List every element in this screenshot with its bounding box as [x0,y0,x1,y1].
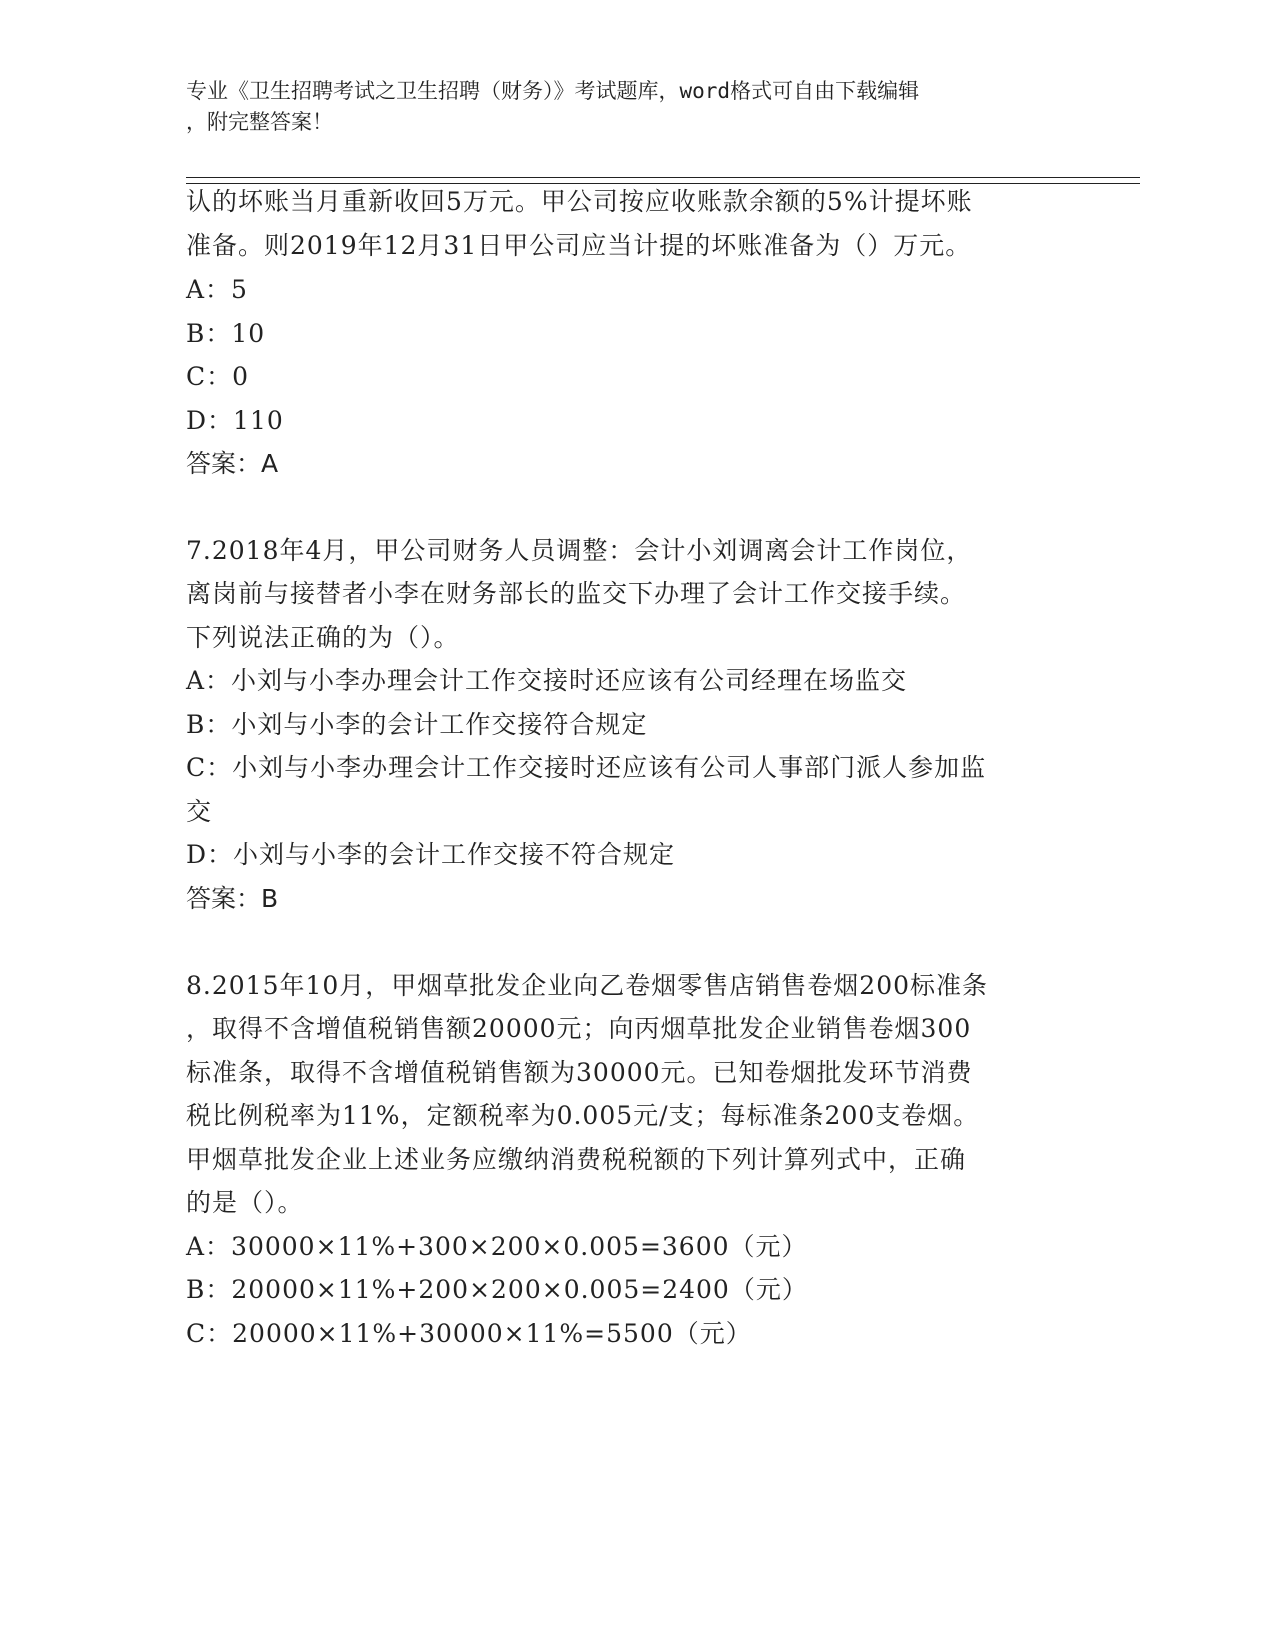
option-c: C：20000×11%+30000×11%=5500（元） [186,1319,752,1348]
option-b: B：20000×11%+200×200×0.005=2400（元） [186,1275,808,1304]
question-text-line: 准备。则2019年12月31日甲公司应当计提的坏账准备为（）万元。 [186,231,972,260]
document-header [186,76,1066,138]
header-rule-bottom [186,183,1140,184]
question-text-line: 税比例税率为11%，定额税率为0.005元/支；每标准条200支卷烟。 [186,1101,980,1130]
option-b: B：10 [186,319,266,348]
question-text-line: ，取得不含增值税销售额20000元；向丙烟草批发企业销售卷烟300 [186,1014,972,1043]
option-a: A：30000×11%+300×200×0.005=3600（元） [186,1232,808,1261]
question-text-line: 认的坏账当月重新收回5万元。甲公司按应收账款余额的5%计提坏账 [186,187,973,216]
question-text-line: 的是（）。 [186,1188,304,1217]
question-text-line: 甲烟草批发企业上述业务应缴纳消费税税额的下列计算列式中，正确 [186,1145,967,1174]
header-line-1: 专业《卫生招聘考试之卫生招聘（财务）》考试题库，word格式可自由下载编辑 [186,79,920,103]
option-c-continued: 交 [186,797,213,826]
question-text-line: 7.2018年4月，甲公司财务人员调整：会计小刘调离会计工作岗位， [186,536,973,565]
option-c: C：0 [186,362,250,391]
answer: 答案：B [186,884,279,913]
question-text-line: 离岗前与接替者小李在财务部长的监交下办理了会计工作交接手续。 [186,579,967,608]
option-a: A：5 [186,275,248,304]
option-a: A：小刘与小李办理会计工作交接时还应该有公司经理在场监交 [186,666,908,695]
answer: 答案：A [186,449,279,478]
option-b: B：小刘与小李的会计工作交接符合规定 [186,710,648,739]
header-line-2: ，附完整答案！ [186,110,333,134]
option-c: C：小刘与小李办理会计工作交接时还应该有公司人事部门派人参加监 [186,753,987,782]
question-text-line: 下列说法正确的为（）。 [186,623,460,652]
header-rule-top [186,177,1140,178]
question-text-line: 8.2015年10月，甲烟草批发企业向乙卷烟零售店销售卷烟200标准条 [186,971,989,1000]
question-text-line: 标准条，取得不含增值税销售额为30000元。已知卷烟批发环节消费 [186,1058,973,1087]
option-d: D：110 [186,406,284,435]
option-d: D：小刘与小李的会计工作交接不符合规定 [186,840,676,869]
